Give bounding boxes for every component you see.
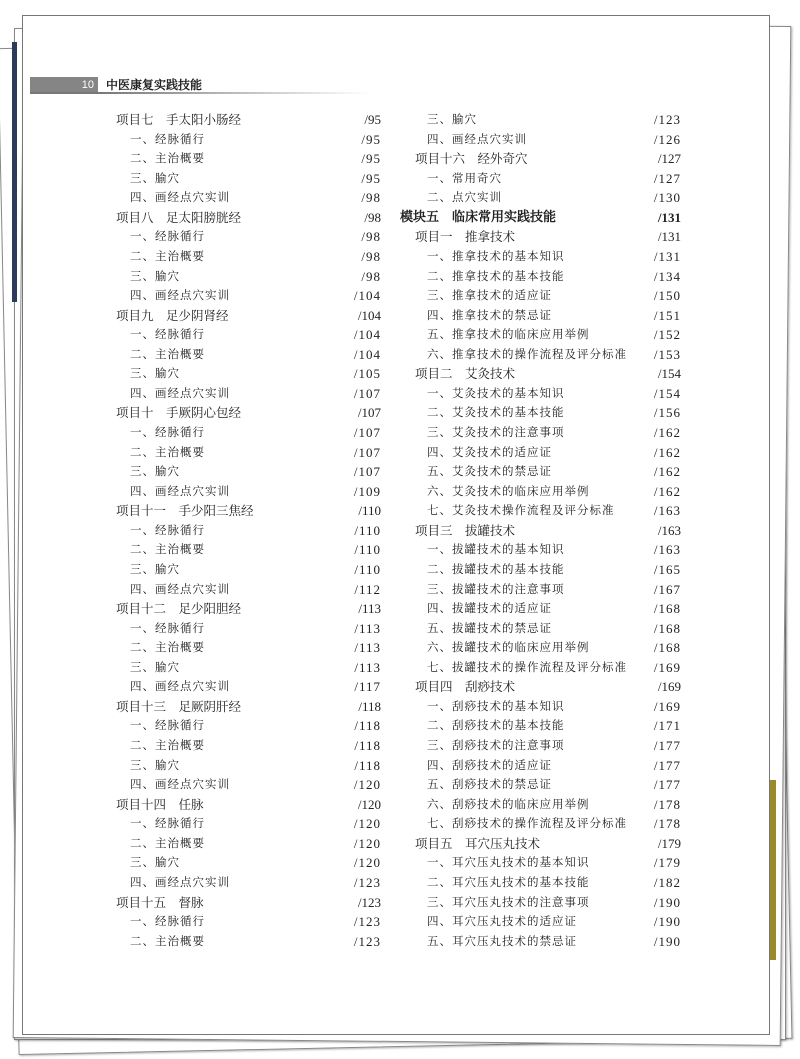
toc-title: 六、拔罐技术的临床应用举例 [427,640,590,655]
toc-title: 二、拔罐技术的基本技能 [427,561,565,576]
toc-title: 一、拔罐技术的基本知识 [427,542,565,557]
toc-title: 二、艾灸技术的基本技能 [427,405,565,420]
toc-entry [400,658,681,678]
toc-title: 一、刮痧技术的基本知识 [427,698,565,713]
toc-entry [400,756,681,776]
toc-title: 二、点穴实训 [427,190,502,205]
toc-page: /179 [653,855,681,871]
toc-page: /162 [653,444,681,460]
toc-page: /190 [653,894,681,910]
toc-title: 一、经脉循行 [130,327,205,342]
toc-page: /131 [657,209,681,225]
toc-entry [400,716,681,736]
toc-page: /98 [361,190,381,206]
toc-page: /190 [653,933,681,949]
toc-page: /169 [653,659,681,675]
toc-project [400,521,681,541]
toc-entry [400,873,681,893]
toc-entry [116,325,381,345]
toc-title: 三、刮痧技术的注意事项 [427,738,565,752]
toc-page: /110 [354,561,381,577]
toc-module [400,208,681,228]
toc-page: /113 [358,601,381,617]
toc-page: /117 [354,679,381,695]
toc-title: 四、画经点穴实训 [130,581,230,596]
toc-title: 三、腧穴 [130,561,180,576]
toc-title: 七、拔罐技术的操作流程及评分标准 [427,659,627,674]
toc-project [400,149,681,169]
header-rule [30,92,370,94]
toc-page: /120 [357,796,381,812]
toc-entry [400,619,681,639]
toc-project [400,364,681,384]
toc-page: /162 [653,483,681,499]
toc-page: /177 [653,738,681,753]
toc-title: 二、主治概要 [130,346,205,361]
toc-entry [400,423,681,443]
toc-entry [116,345,381,365]
toc-title: 三、拔罐技术的注意事项 [427,581,565,596]
toc-title: 四、画经点穴实训 [130,679,230,694]
toc-right-column [400,110,681,951]
toc-title: 四、艾灸技术的适应证 [427,444,552,459]
toc-project [116,795,381,815]
toc-page: /104 [353,327,381,343]
toc-entry [400,580,681,600]
toc-title: 五、刮痧技术的禁忌证 [427,777,552,792]
toc-entry [400,540,681,560]
toc-entry [116,756,381,776]
toc-page: /150 [653,288,681,304]
toc-page: /163 [653,503,681,519]
toc-entry [400,130,681,150]
toc-page: /95 [361,170,381,186]
toc-page: /95 [364,112,381,127]
toc-title: 三、腧穴 [130,659,180,674]
toc-entry [116,932,381,952]
toc-title: 项目十五 督脉 [116,894,204,910]
toc-title: 三、腧穴 [130,464,180,479]
toc-entry [116,443,381,463]
toc-title: 三、腧穴 [130,170,180,185]
toc-page: /131 [653,248,681,264]
toc-title: 四、画经点穴实训 [130,190,230,205]
toc-page: /182 [653,874,681,890]
toc-page: /169 [657,679,681,695]
toc-title: 五、推拿技术的临床应用举例 [427,327,590,342]
toc-entry [116,834,381,854]
toc-page: /168 [653,620,681,636]
toc-title: 四、拔罐技术的适应证 [427,601,552,616]
toc-page: /118 [354,718,381,734]
toc-page: /110 [354,542,381,558]
toc-page: /120 [353,816,381,832]
toc-title: 项目十三 足厥阴肝经 [116,698,242,714]
toc-entry [116,423,381,443]
toc-entry [400,560,681,580]
toc-entry [116,384,381,404]
toc-page: /127 [657,151,681,167]
toc-page: /98 [364,209,381,225]
toc-page: /98 [361,248,381,264]
toc-title: 四、画经点穴实训 [130,483,230,498]
toc-project [116,110,381,130]
toc-entry [400,286,681,306]
toc-page: /177 [653,777,681,793]
toc-title: 四、画经点穴实训 [427,131,527,146]
toc-entry [400,482,681,502]
toc-page: /104 [353,288,381,304]
toc-project [400,834,681,854]
toc-entry [400,501,681,521]
toc-entry [116,482,381,502]
toc-page: /109 [353,483,381,499]
toc-entry [116,912,381,932]
toc-entry [400,325,681,345]
toc-page: /123 [353,874,381,890]
toc-page: /110 [358,503,381,519]
toc-page: /120 [353,777,381,793]
toc-entry [400,697,681,717]
toc-entry [116,853,381,873]
toc-title: 一、经脉循行 [130,914,205,929]
toc-title: 二、主治概要 [130,542,205,557]
toc-page: /171 [653,718,681,734]
toc-page: /107 [353,464,381,480]
toc-title: 模块五 临床常用实践技能 [400,209,557,225]
toc-entry [400,736,681,756]
toc-title: 三、腧穴 [130,268,180,283]
toc-entry [116,286,381,306]
toc-page: /156 [653,405,681,421]
toc-page: /113 [354,620,381,636]
toc-title: 一、经脉循行 [130,718,205,733]
toc-title: 项目十六 经外奇穴 [415,151,528,167]
toc-page: /162 [653,425,681,440]
toc-page: /154 [657,366,681,382]
toc-title: 六、刮痧技术的临床应用举例 [427,796,590,811]
toc-title: 四、画经点穴实训 [130,874,230,889]
toc-entry [400,462,681,482]
toc-title: 二、耳穴压丸技术的基本技能 [427,874,590,889]
toc-page: /179 [657,835,681,851]
toc-title: 三、腧穴 [130,366,180,381]
toc-entry [116,247,381,267]
toc-page: /95 [361,131,381,147]
toc-entry [116,580,381,600]
toc-title: 三、推拿技术的适应证 [427,288,552,303]
toc-title: 二、主治概要 [130,151,205,166]
toc-entry [400,775,681,795]
toc-page: /153 [653,346,681,362]
toc-title: 六、推拿技术的操作流程及评分标准 [427,346,627,361]
toc-entry [400,795,681,815]
toc-page: /95 [361,151,381,167]
toc-title: 四、画经点穴实训 [130,288,230,303]
toc-page: /118 [354,757,381,773]
toc-page: /177 [653,757,681,773]
toc-page: /123 [353,933,381,949]
toc-page: /98 [361,229,381,245]
toc-title: 二、推拿技术的基本技能 [427,268,565,283]
toc-entry [116,638,381,658]
toc-title: 三、腧穴 [427,112,477,126]
toc-page: /162 [653,464,681,480]
toc-page: /190 [653,914,681,930]
toc-title: 四、画经点穴实训 [130,385,230,400]
toc-page: /110 [354,522,381,538]
toc-page: /107 [357,405,381,421]
toc-title: 项目十四 任脉 [116,796,204,812]
toc-page: /163 [657,522,681,538]
toc-page: /151 [653,307,681,323]
toc-entry [116,560,381,580]
toc-page: /107 [353,385,381,401]
toc-title: 三、艾灸技术的注意事项 [427,425,565,439]
toc-title: 三、腧穴 [130,855,180,870]
toc-title: 项目十二 足少阳胆经 [116,601,242,617]
toc-title: 六、艾灸技术的临床应用举例 [427,483,590,498]
toc-entry [400,384,681,404]
toc-entry [116,716,381,736]
toc-entry [116,619,381,639]
toc-title: 三、耳穴压丸技术的注意事项 [427,894,590,909]
toc-page: /154 [653,385,681,401]
toc-entry [400,912,681,932]
toc-left-column [116,110,381,951]
toc-title: 项目七 手太阳小肠经 [116,112,242,127]
toc-page: /131 [657,229,681,245]
toc-page: /107 [353,444,381,460]
toc-page: /113 [354,640,381,656]
toc-page: /123 [653,112,681,127]
toc-title: 项目八 足太阳膀胱经 [116,209,242,225]
toc-entry [116,149,381,169]
toc-title: 项目五 耳穴压丸技术 [415,835,541,851]
toc-page: /168 [653,640,681,656]
toc-entry [400,638,681,658]
toc-entry [116,873,381,893]
toc-entry [116,814,381,834]
toc-title: 一、经脉循行 [130,131,205,146]
page-number: 10 [30,77,98,93]
toc-title: 一、经脉循行 [130,425,205,439]
toc-title: 项目三 拔罐技术 [415,522,516,538]
toc-page: /118 [358,698,381,714]
toc-title: 二、主治概要 [130,933,205,948]
toc-page: /165 [653,561,681,577]
toc-entry [116,227,381,247]
toc-entry [400,853,681,873]
toc-page: /98 [361,268,381,284]
toc-entry [400,306,681,326]
toc-project [116,893,381,913]
toc-entry [116,775,381,795]
toc-page: /120 [353,855,381,871]
toc-page: /178 [653,796,681,812]
toc-title: 一、常用奇穴 [427,170,502,185]
toc-page: /118 [354,738,381,753]
toc-entry [400,267,681,287]
toc-entry [400,814,681,834]
toc-entry [116,658,381,678]
toc-page: /169 [653,698,681,714]
toc-page: /113 [354,659,381,675]
toc-title: 二、主治概要 [130,738,205,752]
toc-title: 四、推拿技术的禁忌证 [427,307,552,322]
toc-entry [116,521,381,541]
toc-title: 一、艾灸技术的基本知识 [427,385,565,400]
toc-project [116,306,381,326]
toc-project [116,403,381,423]
toc-page: /120 [353,835,381,851]
toc-title: 一、经脉循行 [130,816,205,831]
toc-project [400,227,681,247]
toc-entry [400,110,681,130]
toc-entry [400,403,681,423]
toc-title: 二、主治概要 [130,444,205,459]
toc-page: /123 [357,894,381,910]
toc-title: 一、经脉循行 [130,620,205,635]
toc-title: 二、主治概要 [130,248,205,263]
toc-entry [116,267,381,287]
cover-edge [12,42,17,302]
toc-title: 七、刮痧技术的操作流程及评分标准 [427,816,627,831]
toc-page: /152 [653,327,681,343]
toc-page: /134 [653,268,681,284]
toc-title: 一、经脉循行 [130,229,205,244]
toc-title: 一、推拿技术的基本知识 [427,248,565,263]
toc-entry [116,169,381,189]
toc-entry [400,169,681,189]
toc-page: /130 [653,190,681,206]
toc-entry [116,364,381,384]
toc-title: 一、经脉循行 [130,522,205,537]
toc-entry [400,599,681,619]
toc-title: 项目四 刮痧技术 [415,679,516,695]
toc-entry [116,677,381,697]
toc-page: /112 [354,581,381,597]
toc-page: /163 [653,542,681,558]
toc-title: 项目九 足少阴肾经 [116,307,229,323]
toc-entry [400,443,681,463]
toc-title: 七、艾灸技术操作流程及评分标准 [427,503,615,518]
toc-title: 项目一 推拿技术 [415,229,516,245]
toc-page: /123 [353,914,381,930]
toc-entry [116,462,381,482]
toc-page: /178 [653,816,681,832]
toc-entry [116,188,381,208]
toc-title: 四、刮痧技术的适应证 [427,757,552,772]
toc-page: /105 [353,366,381,382]
toc-page: /127 [653,170,681,186]
toc-title: 三、腧穴 [130,757,180,772]
toc-page: /167 [653,581,681,597]
toc-title: 一、耳穴压丸技术的基本知识 [427,855,590,870]
toc-title: 二、主治概要 [130,835,205,850]
toc-title: 二、主治概要 [130,640,205,655]
toc-entry [116,540,381,560]
toc-title: 四、耳穴压丸技术的适应证 [427,914,577,929]
toc-entry [400,247,681,267]
toc-project [116,599,381,619]
toc-title: 五、拔罐技术的禁忌证 [427,620,552,635]
toc-entry [400,188,681,208]
toc-title: 五、耳穴压丸技术的禁忌证 [427,933,577,948]
toc-title: 项目二 艾灸技术 [415,366,516,382]
toc-entry [116,736,381,756]
toc-project [116,208,381,228]
book-title: 中医康复实践技能 [106,78,203,92]
toc-project [116,697,381,717]
toc-entry [400,345,681,365]
toc-page: /104 [353,346,381,362]
toc-project [400,677,681,697]
toc-title: 五、艾灸技术的禁忌证 [427,464,552,479]
toc-entry [400,932,681,952]
toc-page: /168 [653,601,681,617]
toc-title: 四、画经点穴实训 [130,777,230,792]
toc-page: /104 [357,307,381,323]
toc-project [116,501,381,521]
toc-page: /107 [353,425,381,440]
toc-title: 项目十 手厥阴心包经 [116,405,242,421]
toc-page: /126 [653,131,681,147]
toc-title: 项目十一 手少阳三焦经 [116,503,254,519]
toc-entry [116,130,381,150]
toc-entry [400,893,681,913]
toc-title: 二、刮痧技术的基本技能 [427,718,565,733]
